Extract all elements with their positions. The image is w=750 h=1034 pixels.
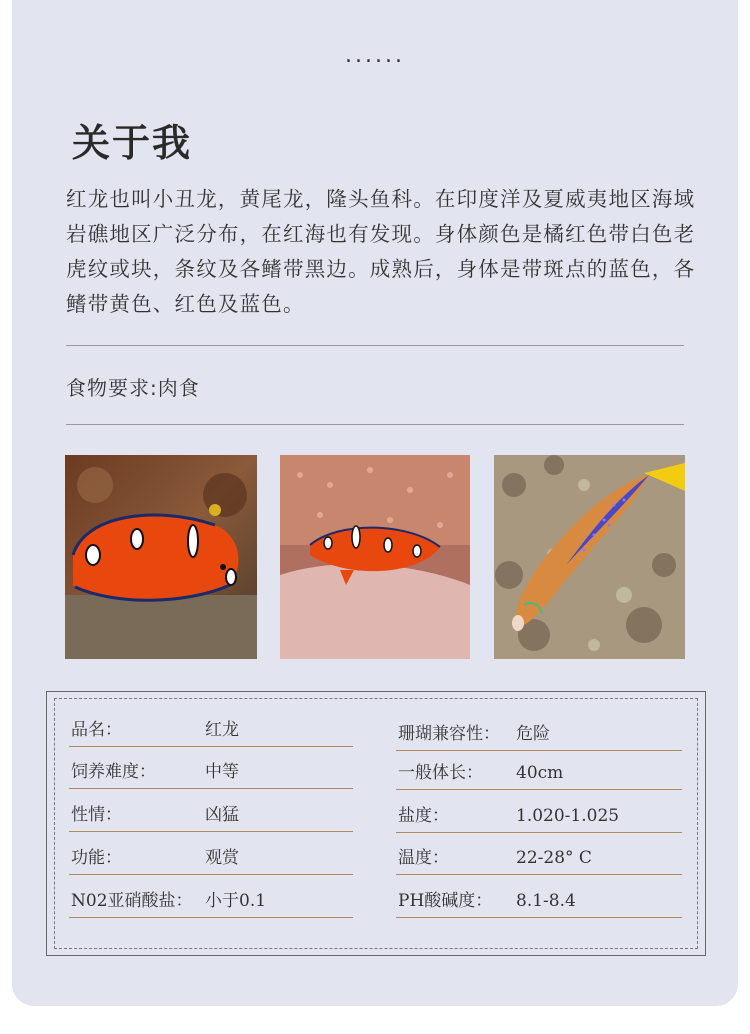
divider (66, 424, 684, 425)
juvenile-fish-photo-2 (280, 455, 470, 659)
divider (66, 345, 684, 346)
spec-value: 红龙 (205, 720, 239, 740)
spec-value: 22-28° C (516, 848, 592, 868)
spec-value: 观赏 (205, 848, 239, 868)
spec-row-name (69, 712, 353, 747)
spec-value: 凶猛 (205, 805, 239, 825)
spec-row-coral (396, 716, 682, 751)
spec-label: 品名： (71, 720, 122, 740)
spec-row-difficulty (69, 754, 353, 789)
spec-label: 功能： (71, 848, 122, 868)
spec-label: PH酸碱度： (398, 891, 493, 911)
adult-fish-photo (494, 455, 685, 659)
juvenile-fish-photo-1 (65, 455, 257, 659)
spec-row-ph (396, 883, 682, 918)
spec-label: 饲养难度： (71, 762, 156, 782)
spec-row-function (69, 840, 353, 875)
spec-value: 小于0.1 (205, 891, 267, 911)
spec-value: 8.1-8.4 (516, 891, 576, 911)
food-requirement: 食物要求:肉食 (66, 376, 200, 400)
spec-value: 40cm (516, 763, 564, 783)
fish-description: 红龙也叫小丑龙，黄尾龙，隆头鱼科。在印度洋及夏威夷地区海域岩礁地区广泛分布，在红海也有发现。身体颜色是橘红色带白色老虎纹或块，条纹及各鳍带黑边。成熟后，身体是带斑点的蓝色，各鳍带黄色、红色及蓝色。 (66, 187, 696, 316)
spec-label: N02亚硝酸盐： (71, 891, 193, 911)
info-card (12, 0, 738, 1006)
decorative-dots: ...... (345, 43, 405, 68)
spec-label: 一般体长： (398, 763, 483, 783)
spec-label: 温度： (398, 848, 449, 868)
spec-value: 1.020-1.025 (516, 806, 620, 826)
spec-row-salinity (396, 798, 682, 833)
spec-label: 珊瑚兼容性： (398, 724, 500, 744)
spec-value: 危险 (516, 724, 550, 744)
spec-label: 盐度： (398, 806, 449, 826)
spec-label: 性情： (71, 805, 122, 825)
spec-row-temperament (69, 797, 353, 832)
spec-row-temperature (396, 840, 682, 875)
spec-row-nitrite (69, 883, 353, 918)
spec-value: 中等 (205, 762, 239, 782)
spec-row-length (396, 755, 682, 790)
page-title: 关于我 (72, 121, 193, 165)
spec-table (46, 691, 706, 956)
